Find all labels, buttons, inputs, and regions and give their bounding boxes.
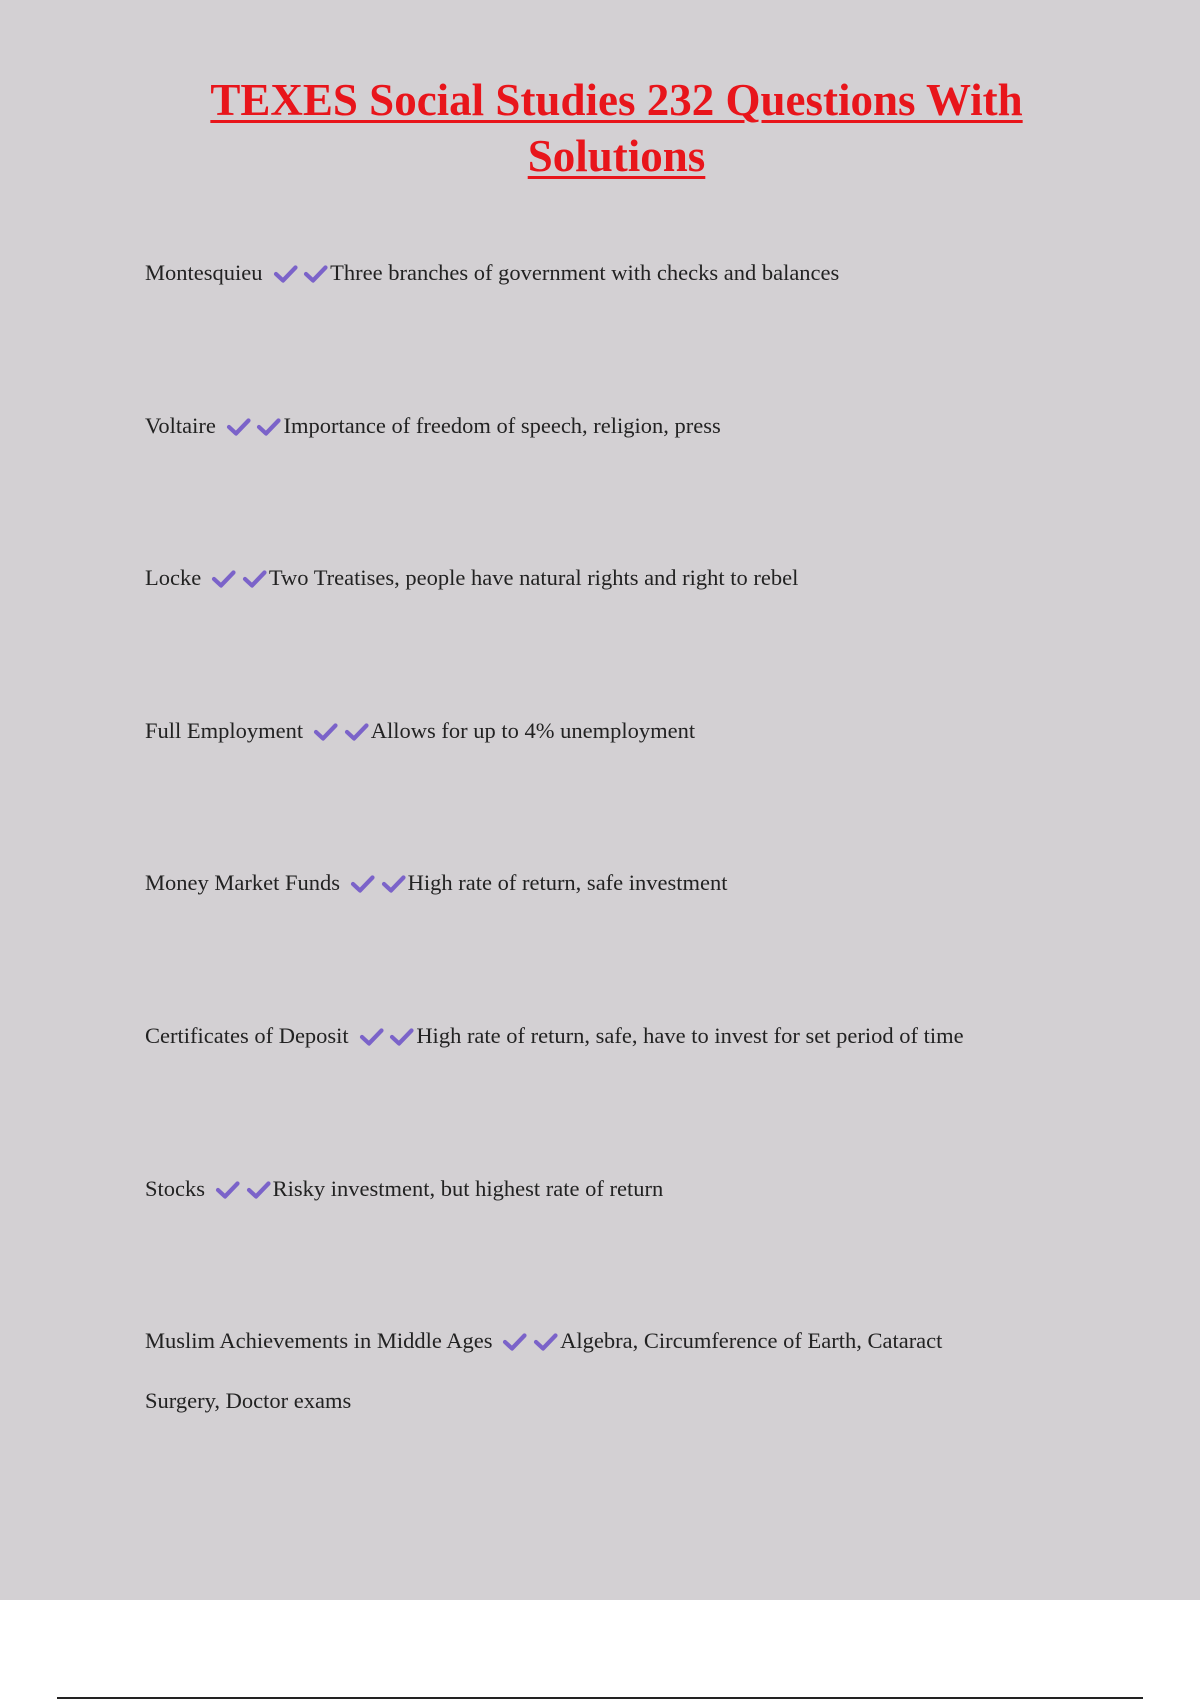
qa-term: Voltaire	[145, 413, 216, 438]
qa-answer: High rate of return, safe investment	[407, 870, 728, 895]
qa-answer: Allows for up to 4% unemployment	[370, 718, 696, 743]
check-icon	[359, 1027, 384, 1047]
qa-term: Montesquieu	[145, 260, 263, 285]
check-icon	[226, 417, 251, 437]
page-bottom-rule	[57, 1697, 1143, 1699]
qa-item	[145, 853, 1045, 913]
check-icon	[273, 264, 298, 284]
qa-item	[145, 243, 1045, 303]
qa-item	[145, 396, 1045, 456]
qa-item	[145, 1159, 1045, 1219]
qa-item	[145, 1311, 1015, 1431]
check-icon	[381, 874, 406, 894]
qa-answer: High rate of return, safe, have to invest for set period of time	[416, 1023, 964, 1048]
qa-answer: Algebra, Circumference of Earth, Cataract Surgery, Doctor exams	[145, 1328, 943, 1413]
check-icon	[344, 722, 369, 742]
check-icon	[350, 874, 375, 894]
qa-term: Locke	[145, 565, 202, 590]
check-icon	[215, 1180, 240, 1200]
qa-answer: Three branches of government with checks and balances	[330, 260, 840, 285]
qa-term: Money Market Funds	[145, 870, 340, 895]
check-icon	[303, 264, 328, 284]
check-icon	[502, 1332, 527, 1352]
check-icon	[389, 1027, 414, 1047]
check-icon	[242, 569, 267, 589]
qa-term: Muslim Achievements in Middle Ages	[145, 1328, 493, 1353]
qa-term: Stocks	[145, 1176, 206, 1201]
qa-answer: Risky investment, but highest rate of return	[272, 1176, 664, 1201]
qa-item	[145, 701, 1045, 761]
qa-term: Certificates of Deposit	[145, 1023, 349, 1048]
qa-term: Full Employment	[145, 718, 304, 743]
check-icon	[313, 722, 338, 742]
qa-item	[145, 548, 1045, 608]
check-icon	[211, 569, 236, 589]
check-icon	[246, 1180, 271, 1200]
qa-answer: Importance of freedom of speech, religion, press	[283, 413, 721, 438]
qa-item	[145, 1006, 1045, 1066]
check-icon	[256, 417, 281, 437]
qa-answer: Two Treatises, people have natural rights and right to rebel	[268, 565, 799, 590]
check-icon	[533, 1332, 558, 1352]
document-title: TEXES Social Studies 232 Questions With Solutions	[210, 75, 1023, 181]
